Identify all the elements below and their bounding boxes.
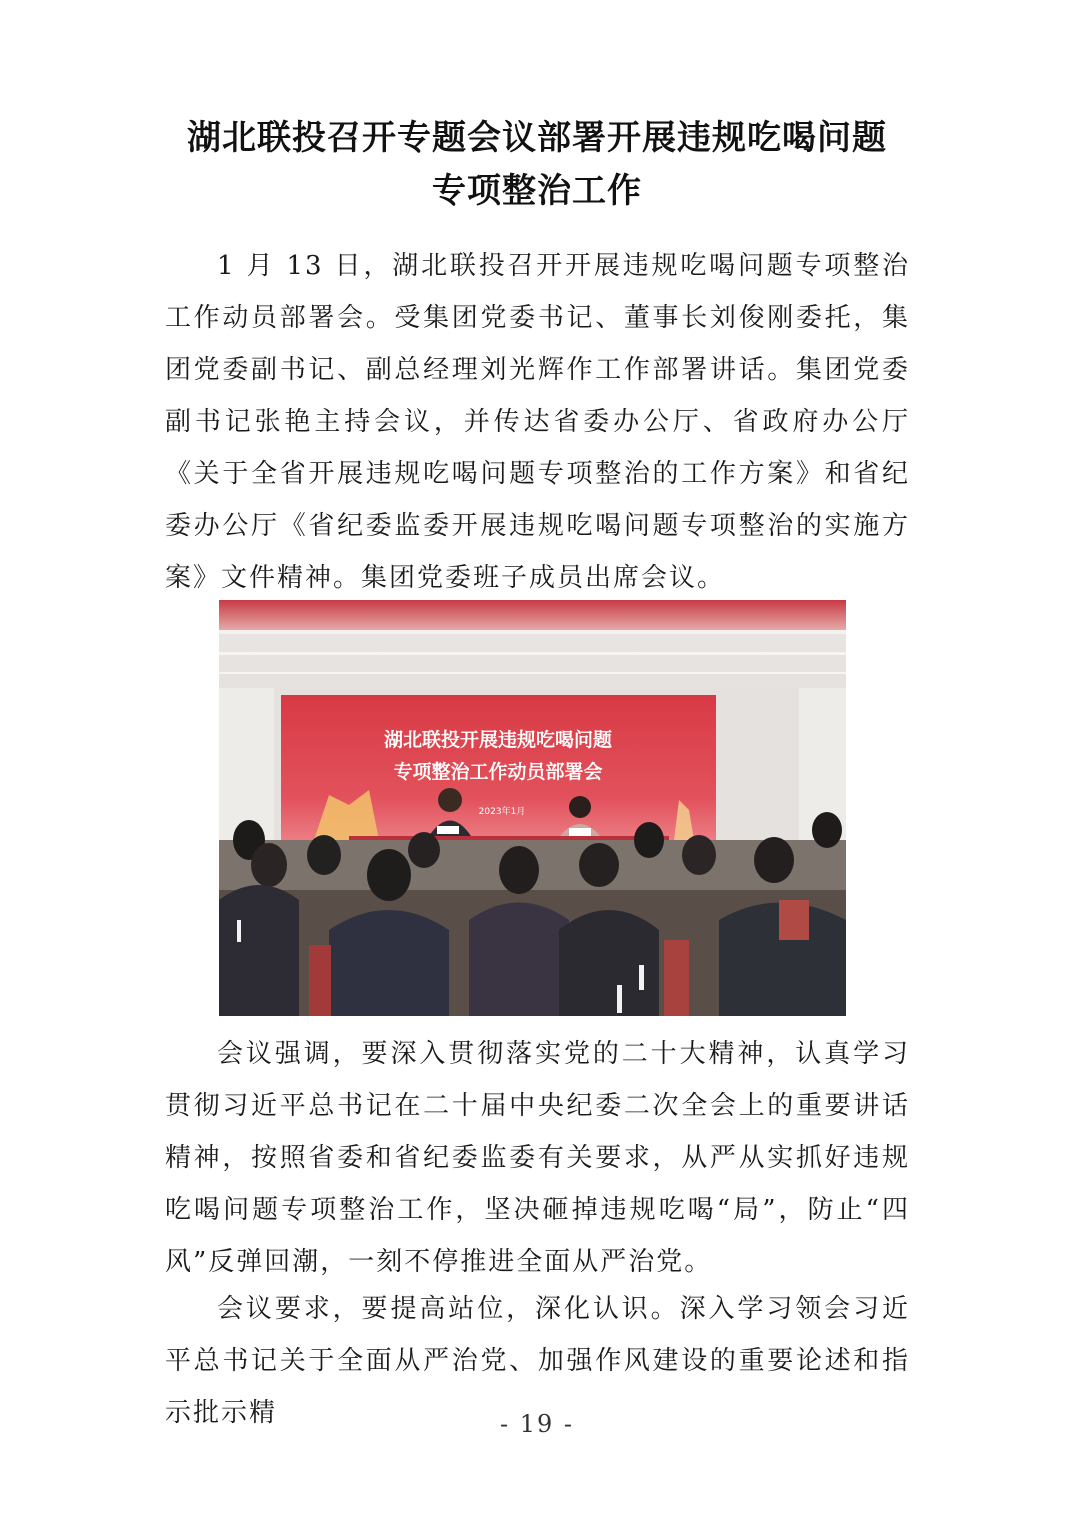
- paragraph-2: 会议强调，要深入贯彻落实党的二十大精神，认真学习贯彻习近平总书记在二十届中央纪委二次全会上的重要讲话精神，按照省委和省纪委监委有关要求，从严从实抓好违规吃喝问题专项整治工作，坚决砸掉违规吃喝“局”，防止“四风”反弹回潮，一刻不停推进全面从严治党。: [165, 1039, 910, 1277]
- title-line-1: 湖北联投召开专题会议部署开展违规吃喝问题: [187, 118, 887, 158]
- paragraph-3: 会议要求，要提高站位，深化认识。深入学习领会习近平总书记关于全面从严治党、加强作风建设的重要论述和指示批示精: [165, 1294, 910, 1428]
- screen-title-line-2: 专项整治工作动员部署会: [393, 761, 603, 783]
- meeting-photo: [219, 600, 846, 1016]
- page-number: - 19 -: [499, 1410, 574, 1438]
- paragraph-1: 1 月 13 日，湖北联投召开开展违规吃喝问题专项整治工作动员部署会。受集团党委书记、董事长刘俊刚委托，集团党委副书记、副总经理刘光辉作工作部署讲话。集团党委副书记张艳主持会议，并传达省委办公厅、省政府办公厅《关于全省开展违规吃喝问题专项整治的工作方案》和省纪委办公厅《省纪委监委开展违规吃喝问题专项整治的实施方案》文件精神。集团党委班子成员出席会议。: [165, 251, 910, 593]
- screen-title-line-1: 湖北联投开展违规吃喝问题: [383, 729, 613, 751]
- screen-date: 2023年1月: [478, 807, 526, 817]
- title-line-2: 专项整治工作: [432, 171, 642, 211]
